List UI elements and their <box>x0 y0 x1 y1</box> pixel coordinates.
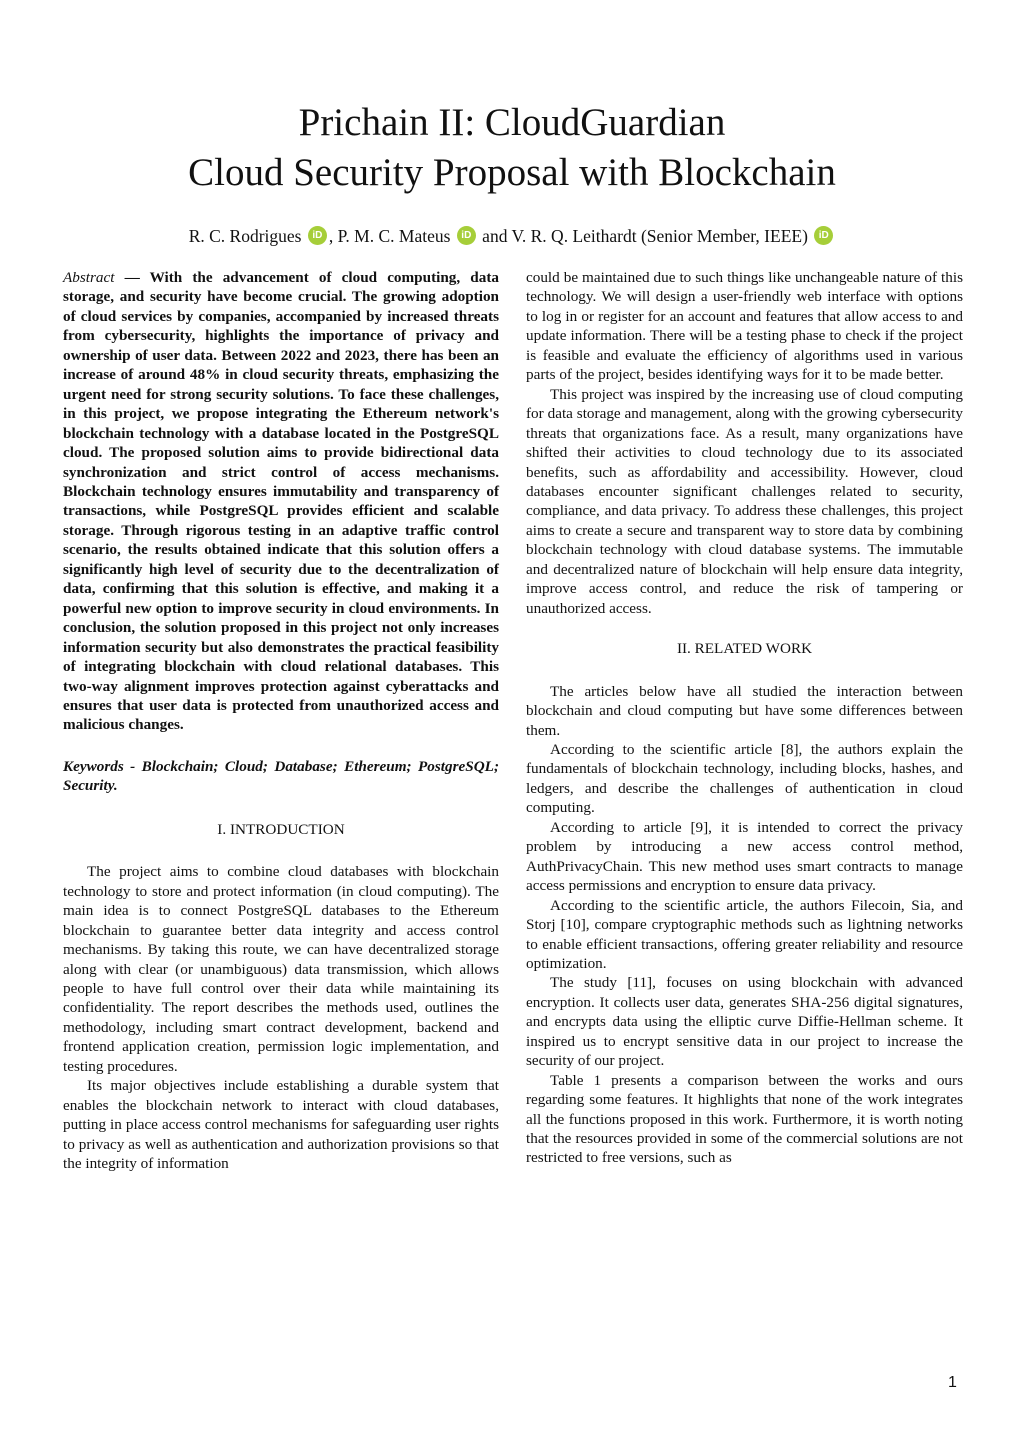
related-paragraph-2: According to the scientific article [8], the authors explain the fundamentals of blockchain technology, including blocks, hashes, and ledgers, and describe the challenges of authentication in cloud computing. <box>526 740 963 817</box>
related-paragraph-5: The study [11], focuses on using blockchain with advanced encryption. It collects user data, generates SHA-256 digital signatures, and encrypts data using the elliptic curve Diffie-Hellman scheme. It inspired us to encrypt sensitive data in our project to increase the security of our project. <box>526 974 963 1070</box>
right-column <box>526 268 963 1168</box>
title-line-2: Cloud Security Proposal with Blockchain <box>188 151 836 194</box>
title-line-1: Prichain II: CloudGuardian <box>298 101 726 144</box>
orcid-icon[interactable]: iD <box>308 226 327 245</box>
related-paragraph-1: The articles below have all studied the interaction between blockchain and cloud computing but have some differences between them. <box>526 682 963 739</box>
author-mateus: , P. M. C. Mateus <box>328 226 451 246</box>
paper-title <box>0 98 1024 198</box>
author-list <box>0 224 1024 248</box>
orcid-icon[interactable]: iD <box>814 226 833 245</box>
author-leithardt: and V. R. Q. Leithardt (Senior Member, IEEE) <box>477 226 808 246</box>
orcid-icon[interactable]: iD <box>457 226 476 245</box>
section-heading-introduction: I. INTRODUCTION <box>217 820 345 838</box>
intro-paragraph-2-continued: could be maintained due to such things like unchangeable nature of this technology. We will design a user-friendly web interface with options to log in or register for an account and features that allow access to and update information. There will be a testing phase to check if the project is feasible and evaluate the efficiency of algorithms used in various parts of the project, besides identifying ways for it to be made better. <box>526 269 963 384</box>
intro-paragraph-3: This project was inspired by the increasing use of cloud computing for data storage and management, along with the growing cybersecurity threats that organizations face. As a result, many organizations have shifted their activities to cloud technology due to its associated benefits, such as affordability and accessibility. However, cloud databases encounter significant challenges related to security, compliance, and data privacy. To address these challenges, this project aims to create a secure and transparent way to store data by combining blockchain technology with cloud database systems. The immutable and decentralized nature of blockchain will help ensure data integrity, improve access control, and reduce the risk of tampering or unauthorized access. <box>526 385 963 617</box>
intro-paragraph-1: The project aims to combine cloud databases with blockchain technology to store and protect information (in cloud computing). The main idea is to connect PostgreSQL databases to the Ethereum blockchain to guarantee better data integrity and access control mechanisms. By taking this route, we can have decentralized storage along with clear (or unambiguous) data transmission, which allows people to have full control over their data while maintaining its confidentiality. The report describes the methods used, outlines the methodology, including smart contract development, backend and frontend application creation, permission logic implementation, and testing procedures. <box>63 863 499 1075</box>
author-rodrigues: R. C. Rodrigues <box>188 226 302 246</box>
related-paragraph-6: Table 1 presents a comparison between the works and ours regarding some features. It highlights that none of the work integrates all the functions proposed in this work. Furthermore, it is worth noting that the resources provided in some of the commercial solutions are not restricted to free versions, such as <box>526 1071 963 1167</box>
abstract-text: — With the advancement of cloud computing, data storage, and security have become crucial. The growing adoption of cloud services by companies, accompanied by increased threats from cybersecurity, highlights the importance of privacy and ownership of user data. Between 2022 and 2023, there has been an increase of around 48% in cloud security threats, emphasizing the urgent need for strong security solutions. To face these challenges, in this project, we propose integrating the Ethereum network's blockchain technology with a database located in the PostgreSQL cloud. The proposed solution aims to provide bidirectional data synchronization and strict control of access mechanisms. Blockchain technology ensures immutability and transparency of transactions, while PostgreSQL provides efficient and scalable storage. Through rigorous testing in an adaptive traffic control scenario, the results obtained indicate that this solution offers a significantly high level of security due to the decentralization of data, confirming that this solution is effective, and making it a powerful new option to improve security in cloud environments. In conclusion, the solution proposed in this project not only increases information security but also demonstrates the practical feasibility of integrating blockchain with cloud relational databases. This two-way alignment improves protection against cyberattacks and ensures that user data is protected from unauthorized access and malicious changes. <box>63 269 499 734</box>
intro-paragraph-2: Its major objectives include establishing a durable system that enables the blockchain network to interact with cloud databases, putting in place access control mechanisms for safeguarding user rights to privacy as well as authentication and authorization provisions so that the integrity of information <box>63 1077 499 1173</box>
abstract <box>63 268 499 735</box>
page-number: 1 <box>948 1374 957 1391</box>
related-paragraph-3: According to article [9], it is intended to correct the privacy problem by introducing a new access control method, AuthPrivacyChain. This new method uses smart contracts to manage access permissions and encryption to ensure data privacy. <box>526 818 963 895</box>
related-paragraph-4: According to the scientific article, the authors Filecoin, Sia, and Storj [10], compare cryptographic methods such as lightning networks to enable efficient transactions, offering greater reliability and resource optimization. <box>526 896 963 972</box>
keywords: Keywords - Blockchain; Cloud; Database; Ethereum; PostgreSQL; Security. <box>63 757 499 795</box>
left-column <box>63 268 499 1173</box>
section-heading-related-work: II. RELATED WORK <box>676 640 813 658</box>
abstract-label: Abstract <box>63 269 115 286</box>
